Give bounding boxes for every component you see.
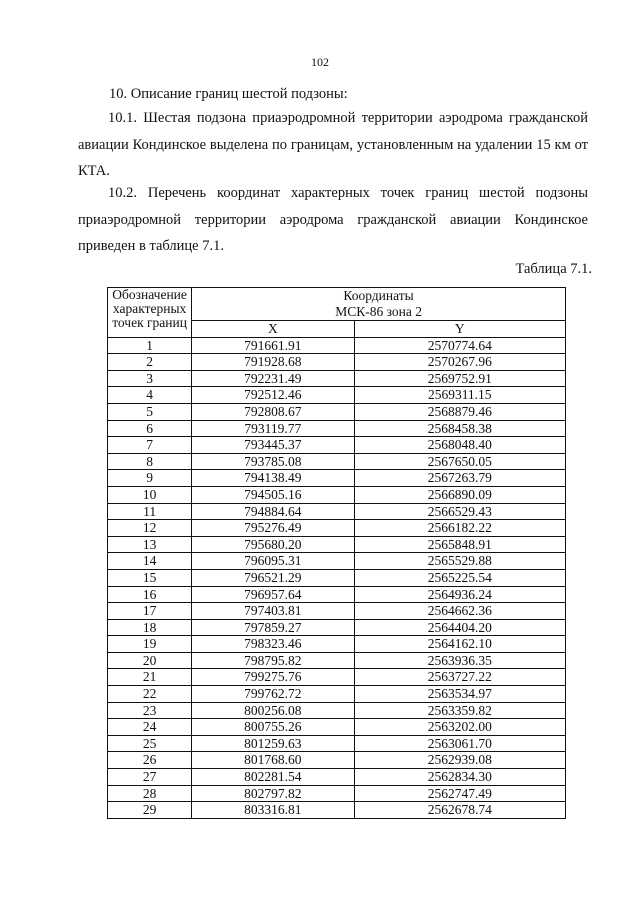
y-coordinate-cell: 2562834.30 — [354, 769, 565, 786]
table-caption: Таблица 7.1. — [515, 261, 592, 277]
section-heading: 10. Описание границ шестой подзоны: — [109, 86, 348, 102]
table-row — [108, 686, 566, 703]
table-row — [108, 802, 566, 819]
point-id-cell: 9 — [108, 470, 192, 487]
x-coordinate-cell: 802281.54 — [192, 769, 354, 786]
x-coordinate-cell: 798323.46 — [192, 636, 354, 653]
x-coordinate-cell: 797859.27 — [192, 619, 354, 636]
point-id-cell: 12 — [108, 520, 192, 537]
table-row — [108, 470, 566, 487]
y-coordinate-cell: 2569752.91 — [354, 370, 565, 387]
x-coordinate-cell: 793119.77 — [192, 420, 354, 437]
table-row — [108, 785, 566, 802]
y-coordinate-cell: 2564936.24 — [354, 586, 565, 603]
table-row — [108, 520, 566, 537]
y-coordinate-cell: 2565848.91 — [354, 536, 565, 553]
y-coordinate-cell: 2568458.38 — [354, 420, 565, 437]
paragraph-10-2: 10.2. Перечень координат характерных точек границ шестой подзоны приаэродромной территории аэродрома гражданской авиации Кондинское приведен в таблице 7.1. — [78, 185, 588, 254]
page-number: 102 — [311, 55, 329, 69]
point-id-cell: 25 — [108, 735, 192, 752]
y-coordinate-cell: 2567263.79 — [354, 470, 565, 487]
point-id-cell: 4 — [108, 387, 192, 404]
y-coordinate-cell: 2563727.22 — [354, 669, 565, 686]
table-row — [108, 619, 566, 636]
table-row — [108, 453, 566, 470]
y-coordinate-cell: 2562678.74 — [354, 802, 565, 819]
y-coordinate-cell: 2564662.36 — [354, 603, 565, 620]
x-coordinate-cell: 791661.91 — [192, 337, 354, 354]
x-coordinate-cell: 800256.08 — [192, 702, 354, 719]
x-coordinate-cell: 801259.63 — [192, 735, 354, 752]
point-id-cell: 23 — [108, 702, 192, 719]
table-row — [108, 420, 566, 437]
header-point-id-line: точек границ — [112, 315, 187, 330]
y-coordinate-cell: 2567650.05 — [354, 453, 565, 470]
point-id-cell: 14 — [108, 553, 192, 570]
point-id-cell: 24 — [108, 719, 192, 736]
table-row — [108, 752, 566, 769]
coordinates-table-body — [108, 337, 566, 818]
point-id-cell: 6 — [108, 420, 192, 437]
y-coordinate-cell: 2563061.70 — [354, 735, 565, 752]
point-id-cell: 3 — [108, 370, 192, 387]
x-coordinate-cell: 797403.81 — [192, 603, 354, 620]
table-row — [108, 569, 566, 586]
point-id-cell: 29 — [108, 802, 192, 819]
x-coordinate-cell: 796095.31 — [192, 553, 354, 570]
table-row — [108, 354, 566, 371]
x-coordinate-cell: 792231.49 — [192, 370, 354, 387]
point-id-cell: 1 — [108, 337, 192, 354]
point-id-cell: 28 — [108, 785, 192, 802]
table-row — [108, 603, 566, 620]
x-coordinate-cell: 796521.29 — [192, 569, 354, 586]
y-coordinate-cell: 2566182.22 — [354, 520, 565, 537]
table-row — [108, 337, 566, 354]
y-coordinate-cell: 2565529.88 — [354, 553, 565, 570]
point-id-cell: 2 — [108, 354, 192, 371]
x-coordinate-cell: 803316.81 — [192, 802, 354, 819]
x-coordinate-cell: 791928.68 — [192, 354, 354, 371]
coordinates-table — [107, 287, 566, 819]
table-row — [108, 735, 566, 752]
x-coordinate-cell: 793445.37 — [192, 437, 354, 454]
point-id-cell: 7 — [108, 437, 192, 454]
point-id-cell: 8 — [108, 453, 192, 470]
table-row — [108, 503, 566, 520]
y-coordinate-cell: 2564404.20 — [354, 619, 565, 636]
y-coordinate-cell: 2565225.54 — [354, 569, 565, 586]
table-row — [108, 636, 566, 653]
x-coordinate-cell: 792808.67 — [192, 403, 354, 420]
x-coordinate-cell: 801768.60 — [192, 752, 354, 769]
y-coordinate-cell: 2563202.00 — [354, 719, 565, 736]
y-coordinate-cell: 2566890.09 — [354, 486, 565, 503]
table-row — [108, 702, 566, 719]
x-coordinate-cell: 794884.64 — [192, 503, 354, 520]
x-coordinate-cell: 793785.08 — [192, 453, 354, 470]
y-coordinate-cell: 2563534.97 — [354, 686, 565, 703]
point-id-cell: 20 — [108, 652, 192, 669]
point-id-cell: 11 — [108, 503, 192, 520]
table-row — [108, 553, 566, 570]
header-coordinates — [192, 288, 566, 321]
point-id-cell: 15 — [108, 569, 192, 586]
table-row — [108, 403, 566, 420]
table-row — [108, 536, 566, 553]
header-y: Y — [354, 321, 565, 338]
y-coordinate-cell: 2562939.08 — [354, 752, 565, 769]
y-coordinate-cell: 2570267.96 — [354, 354, 565, 371]
point-id-cell: 5 — [108, 403, 192, 420]
header-x: X — [192, 321, 354, 338]
header-point-id — [108, 288, 192, 338]
x-coordinate-cell: 796957.64 — [192, 586, 354, 603]
point-id-cell: 10 — [108, 486, 192, 503]
table-row — [108, 387, 566, 404]
y-coordinate-cell: 2563936.35 — [354, 652, 565, 669]
header-coordinates-line: МСК-86 зона 2 — [335, 304, 422, 319]
point-id-cell: 21 — [108, 669, 192, 686]
x-coordinate-cell: 798795.82 — [192, 652, 354, 669]
point-id-cell: 13 — [108, 536, 192, 553]
header-point-id-line: Обозначение — [112, 287, 187, 302]
table-row — [108, 652, 566, 669]
y-coordinate-cell: 2564162.10 — [354, 636, 565, 653]
y-coordinate-cell: 2562747.49 — [354, 785, 565, 802]
x-coordinate-cell: 795276.49 — [192, 520, 354, 537]
y-coordinate-cell: 2568879.46 — [354, 403, 565, 420]
point-id-cell: 18 — [108, 619, 192, 636]
point-id-cell: 26 — [108, 752, 192, 769]
point-id-cell: 16 — [108, 586, 192, 603]
table-row — [108, 486, 566, 503]
point-id-cell: 19 — [108, 636, 192, 653]
table-row — [108, 437, 566, 454]
y-coordinate-cell: 2563359.82 — [354, 702, 565, 719]
header-point-id-line: характерных — [112, 301, 187, 316]
y-coordinate-cell: 2570774.64 — [354, 337, 565, 354]
x-coordinate-cell: 794138.49 — [192, 470, 354, 487]
table-row — [108, 769, 566, 786]
point-id-cell: 22 — [108, 686, 192, 703]
table-row — [108, 669, 566, 686]
table-row — [108, 719, 566, 736]
y-coordinate-cell: 2568048.40 — [354, 437, 565, 454]
y-coordinate-cell: 2566529.43 — [354, 503, 565, 520]
x-coordinate-cell: 795680.20 — [192, 536, 354, 553]
table-row — [108, 586, 566, 603]
x-coordinate-cell: 802797.82 — [192, 785, 354, 802]
point-id-cell: 17 — [108, 603, 192, 620]
point-id-cell: 27 — [108, 769, 192, 786]
x-coordinate-cell: 799762.72 — [192, 686, 354, 703]
x-coordinate-cell: 800755.26 — [192, 719, 354, 736]
x-coordinate-cell: 799275.76 — [192, 669, 354, 686]
y-coordinate-cell: 2569311.15 — [354, 387, 565, 404]
table-row — [108, 370, 566, 387]
paragraph-10-1: 10.1. Шестая подзона приаэродромной территории аэродрома гражданской авиации Кондинское выделена по границам, установленным на удалении 15 км от КТА. — [78, 110, 588, 179]
header-coordinates-line: Координаты — [343, 288, 414, 303]
x-coordinate-cell: 792512.46 — [192, 387, 354, 404]
x-coordinate-cell: 794505.16 — [192, 486, 354, 503]
